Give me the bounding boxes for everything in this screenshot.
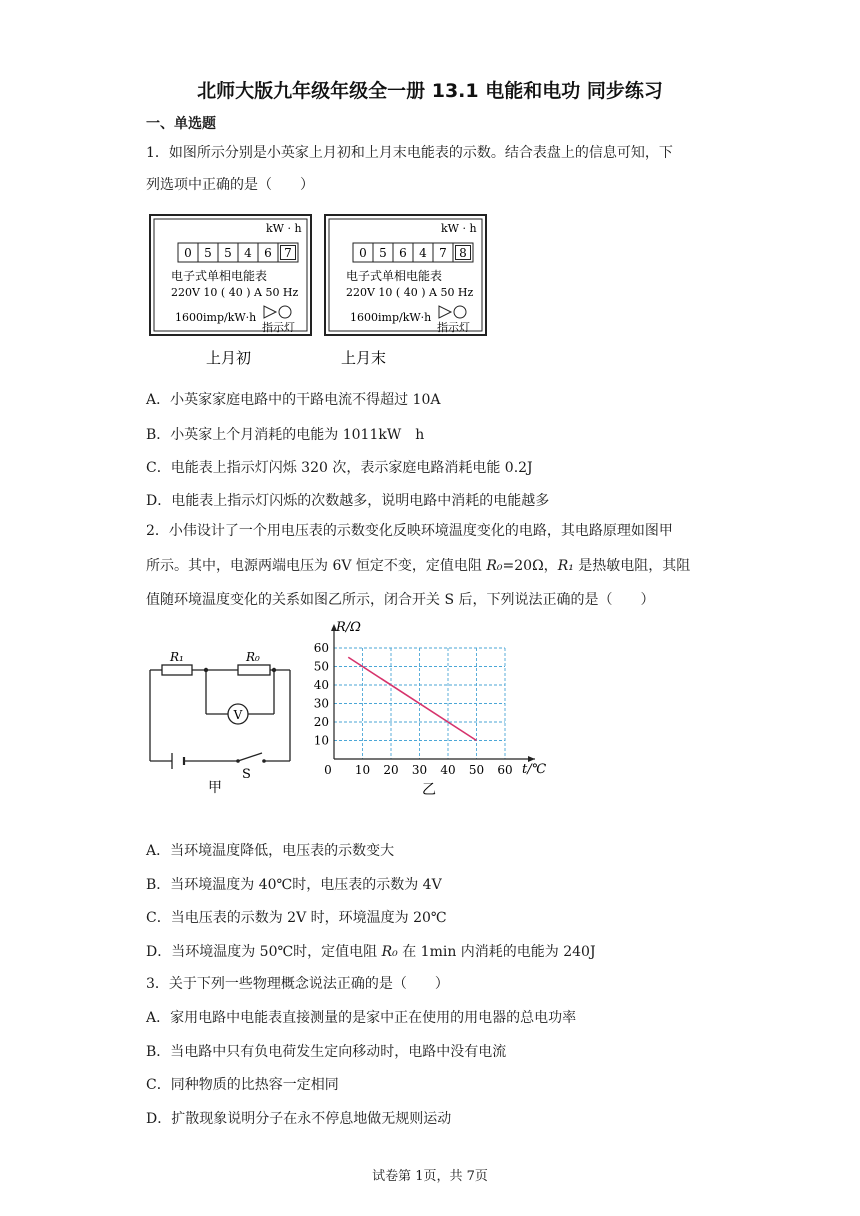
chart-x-tick-label: 20 xyxy=(383,763,399,777)
chart-ylabel: R/Ω xyxy=(336,620,361,635)
q3-stem: 3．关于下列一些物理概念说法正确的是（ ） xyxy=(146,976,449,992)
q3-option-b: B．当电路中只有负电荷发生定向移动时，电路中没有电流 xyxy=(146,1044,507,1060)
r0-symbol: R₀ xyxy=(486,558,503,574)
resistance-temperature-chart xyxy=(300,618,562,798)
circuit-r1-label: R₁ xyxy=(170,650,184,664)
meter-figure xyxy=(148,213,493,368)
page-footer: 试卷第 1页，共 7页 xyxy=(372,1169,488,1184)
chart-series-line xyxy=(348,657,476,740)
q2-stem-line2: 所示。其中，电源两端电压为 6V 恒定不变，定值电阻 R₀=20Ω，R₁ 是热敏电阻，其阻 xyxy=(146,558,691,574)
meter-left-digit: 7 xyxy=(284,246,292,260)
chart-y-tick-label: 30 xyxy=(313,696,329,711)
q1-option-d: D．电能表上指示灯闪烁的次数越多，说明电路中消耗的电能越多 xyxy=(146,493,550,509)
chart-x-tick-label: 50 xyxy=(468,763,485,777)
chart-x-tick-label: 60 xyxy=(497,763,513,777)
chart-y-tick-label: 40 xyxy=(313,678,329,692)
meter-left xyxy=(150,215,311,335)
meter-right-digit: 4 xyxy=(419,246,427,260)
chart-xlabel: t/℃ xyxy=(522,762,547,777)
chart-x-tick-label: 0 xyxy=(324,763,332,777)
meter-right-lamp: 指示灯 xyxy=(437,321,470,334)
meter-right xyxy=(325,215,486,335)
circuit-r0-label: R₀ xyxy=(246,650,260,664)
q1-stem-line1: 1．如图所示分别是小英家上月初和上月末电能表的示数。结合表盘上的信息可知，下 xyxy=(146,145,673,161)
q3-option-d: D．扩散现象说明分子在永不停息地做无规则运动 xyxy=(146,1111,452,1127)
meter-left-digit: 5 xyxy=(224,246,232,260)
q2-stem-line3: 值随环境温度变化的关系如图乙所示，闭合开关 S 后，下列说法正确的是（ ） xyxy=(146,592,655,608)
circuit-diagram xyxy=(140,640,300,800)
chart-y-tick-label: 50 xyxy=(313,659,329,674)
meter-left-name: 电子式单相电能表 xyxy=(171,269,268,283)
r1-symbol: R₁ xyxy=(557,558,574,574)
meter-right-spec: 220V 10 ( 40 ) A 50 Hz xyxy=(346,286,474,299)
q2-option-a: A．当环境温度降低，电压表的示数变大 xyxy=(146,843,395,859)
circuit-caption: 甲 xyxy=(208,780,222,796)
chart-x-tick-label: 30 xyxy=(411,763,428,777)
chart-caption: 乙 xyxy=(422,782,436,798)
meter-left-spec: 220V 10 ( 40 ) A 50 Hz xyxy=(171,286,299,299)
q1-stem-line2: 列选项中正确的是（ ） xyxy=(146,177,314,193)
circuit-meter-label: V xyxy=(233,708,243,722)
resistor-r0 xyxy=(238,665,270,675)
meter-right-unit: kW · h xyxy=(441,222,477,235)
chart-y-tick-label: 10 xyxy=(313,733,329,748)
chart-y-tick-label: 20 xyxy=(313,715,329,729)
chart-y-tick-label: 60 xyxy=(313,641,329,655)
meter-left-caption: 上月初 xyxy=(206,349,252,367)
switch-icon xyxy=(238,753,262,761)
meter-right-digit: 7 xyxy=(439,246,447,260)
resistor-r1 xyxy=(162,665,192,675)
section-heading: 一、单选题 xyxy=(146,116,216,132)
meter-right-digit: 0 xyxy=(359,246,367,260)
q2-stem-line1: 2．小伟设计了一个用电压表的示数变化反映环境温度变化的电路，其电路原理如图甲 xyxy=(146,523,673,539)
q2-option-c: C．当电压表的示数为 2V 时，环境温度为 20℃ xyxy=(146,910,447,926)
meter-left-digit: 6 xyxy=(264,246,272,260)
meter-right-caption: 上月末 xyxy=(341,349,387,367)
meter-right-digit: 6 xyxy=(399,246,407,260)
q1-option-b: B．小英家上个月消耗的电能为 1011kW h xyxy=(146,427,425,443)
meter-left-digit: 4 xyxy=(244,246,252,260)
meter-right-digit: 8 xyxy=(459,246,467,260)
q3-option-a: A．家用电路中电能表直接测量的是家中正在使用的用电器的总电功率 xyxy=(146,1010,577,1026)
meter-left-lamp: 指示灯 xyxy=(262,321,295,334)
meter-right-digit: 5 xyxy=(379,246,387,260)
meter-left-digit: 5 xyxy=(204,246,212,260)
q2-option-d: D．当环境温度为 50℃时，定值电阻 R₀ 在 1min 内消耗的电能为 240J xyxy=(146,944,596,960)
page-title: 北师大版九年级年级全一册 13.1 电能和电功 同步练习 xyxy=(197,80,663,102)
chart-x-tick-label: 10 xyxy=(354,763,371,777)
meter-right-imp: 1600imp/kW·h xyxy=(350,311,432,324)
circuit-switch-label: S xyxy=(242,767,251,782)
meter-left-unit: kW · h xyxy=(266,222,302,235)
q1-option-c: C．电能表上指示灯闪烁 320 次，表示家庭电路消耗电能 0.2J xyxy=(146,460,533,476)
q1-option-a: A．小英家家庭电路中的干路电流不得超过 10A xyxy=(146,392,441,408)
meter-left-imp: 1600imp/kW·h xyxy=(175,311,257,324)
q2-option-b: B．当环境温度为 40℃时，电压表的示数为 4V xyxy=(146,877,442,893)
meter-left-digit: 0 xyxy=(184,246,192,260)
q3-option-c: C．同种物质的比热容一定相同 xyxy=(146,1077,339,1093)
r0-symbol: R₀ xyxy=(381,944,398,960)
chart-x-tick-label: 40 xyxy=(440,763,456,777)
meter-right-name: 电子式单相电能表 xyxy=(346,269,443,283)
